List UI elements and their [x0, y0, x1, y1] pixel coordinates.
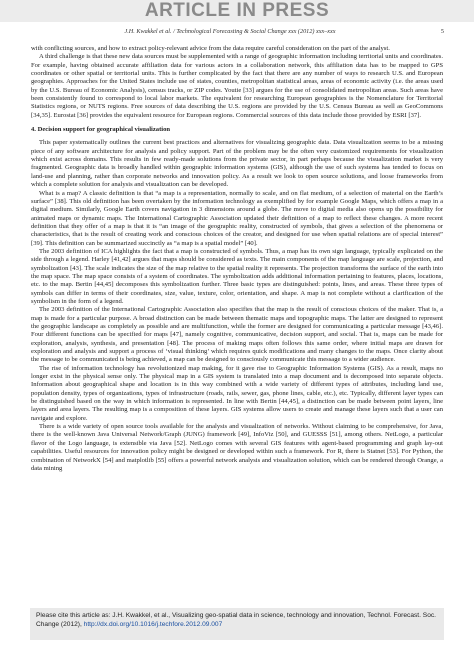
paragraph: with conflicting sources, and how to extract policy-relevant advice from the data require careful consideration on the part of the analyst.	[31, 45, 390, 52]
doi-link[interactable]: http://dx.doi.org/10.1016/j.techfore.2012.09.007	[83, 621, 223, 628]
paragraph: This paper systematically outlines the current best practices and alternatives for visualizing geographic data. Data visualization seems to be a missing piece of any software architecture for analysis and policy support. Part of the problem may be the often very customized requirements for visualization which exist across domains. This results in few ready-made solutions from the private sector, in part perhaps because the visualization market is very fragmented. Geographic data is broadly handled within geographic information systems (GIS), although the use of such systems has tended to focus on land-use and planning, rather than corporate networks and innovation policy. As a result we look to open source solutions, and loose frameworks from which a complete solution for analysis and visualization can be developed.	[31, 139, 443, 189]
paragraph: The 2003 definition of ICA highlights the fact that a map is constructed of symbols. Thus, a map has its own sign language, typically explicated on the side through a legend. Harley [41,42] argues that maps should be considered as texts. The main components of the map language are scale, projection, and symbolization [43]. The scale indicates the size of the map relative to the spatial reality it represents. The projection transforms the surface of the earth into the map space. The map space consists of a system of coordinates. The symbolization adds additional information pertaining to features, places, locations, etc. to the map. Bertin [44,45] decomposes this symbolization further. Three basic types are distinguished: points, lines, and areas. These three types of symbols can differ in terms of their coordinates, size, value, texture, color, orientation, and shape. A map is not complete without a clarification of the symbolism in the form of a legend.	[31, 247, 443, 305]
paragraph: A third challenge is that these new data sources must be supplemented with a range of geographic information including territorial units and coordinates. For example, having obtained accurate affiliation data for various actors in a collaboration network, this affiliation data has to be mapped to GPS coordinates or other spatial or territorial units. This is further complicated by the fact that there are any number of ways to research U.S. and European geographies. Approaches for the United States include use of states, counties, metropolitan statistical areas, areas of economic activity (i.e. the areas used by the U.S. Bureau of Economic Analysis), census tracks, or ZIP codes. Youtie [33] argues for the use of consolidated metropolitan areas. Such areas have been consistently found to correspond to local labor markets. The equivalent for researching European geographies is the Nomenclature for Territorial Statistics regions, or NUTS regions. Free sources of data describing the U.S. regions are provided by the U.S. Census Bureau as well as GeoCommons [34,35]. Eurostat [36] provides the equivalent resource for European regions. Commercial sources of this data include those provided by ESRI [37].	[31, 53, 443, 119]
paragraph: The 2003 definition of the International Cartographic Association also specifies that the map is the result of conscious choices of the maker. That is, a map is made for a particular purpose. A broad distinction can be made between thematic maps and topographic maps. The latter are designed to represent the geographic landscape as completely as possible and are multifunction, while the former are designed for communicating a particular message [43,46]. Four different functions can be specified for maps [47], namely cognitive, communicative, decision support, and social. That is, maps can be made for exploration, analysis, synthesis, and presentation [48]. The process of making maps often follows this same order, where initial maps are drawn for exploration and analysis and support a process of ‘visual thinking’ which requires quick modifications and many changes to the maps. Once clarity about the message to be communicated is being achieved, a map can be designed to consciously communicate this message to a wider audience.	[31, 306, 443, 364]
article-in-press-banner: ARTICLE IN PRESS	[0, 0, 474, 22]
section-heading: 4. Decision support for geographical visualization	[31, 126, 171, 134]
journal-citation-header: J.H. Kwakkel et al. / Technological Forecasting & Social Change xxx (2012) xxx–xxx	[124, 28, 336, 35]
running-head	[30, 27, 444, 37]
page-number: 5	[440, 28, 444, 35]
article-body	[31, 45, 443, 473]
citation-box	[30, 608, 444, 640]
paragraph: There is a wide variety of open source tools available for the analysis and visualization of networks. Without claiming to be comprehensive, for Java, there is the well-known Java Universal Network/Graph (JUNG) framework [49], InfoViz [50], and GUESSS [51], among others. NetLogo, a particular flavor of the Logo language, is extensible via Java [52]. NetLogo comes with several GIS features with agent-based programming and graph lay-out capabilities. Useful resources for innovation policy might be designed or developed within such a framework. For R, there is Statnet [53]. For Python, the combination of NetworkX [54] and matplotlib [55] offers a powerful network analysis and visualization solution, which can be rendered through Orange, a data mining	[31, 423, 443, 472]
paragraph: The rise of information technology has revolutionized map making, for it gave rise to Geographic Information Systems (GIS). As a result, maps no longer exist in the physical sense only. The physical map in a GIS system is translated into a map document and is decomposed into separate objects. Information about geographical shape and location is in this way combined with a wide variety of different types of attributes, including land use, population density, types of organizations, types of infrastructure (roads, rails, sewer, gas, phone lines, cable, etc.), etc. Typically, different layer types can be distinguished based on the way in which information is represented. In line with Bertin [44,45], a distinction can be made between point layers, line layers and area layers. The resulting map is a composition of these layers. GIS systems allow users to create and manage these layers such that a user can navigate and explore.	[31, 364, 443, 422]
citation-text: Please cite this article as: J.H. Kwakkel, et al., Visualizing geo-spatial data in science, technology and innovation, Technol. Forecast. Soc. Change (2012),	[36, 612, 436, 628]
paragraph: What is a map? A classic definition is that “a map is a representation, normally to scale, and on flat medium, of a selection of material on the Earth’s surface” [38]. This old definition has been overtaken by the information technology as exemplified by for example Google Maps, which offers a map in a digital medium. Similarly, Google Earth covers navigation in 3 dimensions around a globe. The move to digital media also opens up the possibility for animated maps or dynamic maps. The International Cartographic Association updated their definition of a map to reflect these changes. A more recent definition that they offer of a map is that it is “an image of the geographic reality, constructed of symbols, that gives a selection of the phenomena or characteristics, that is the result of creating work and conscious choices of the creator, and designed for use when spatial relations are of special interest” [39]. This definition can be summarized succinctly as “a map is a spatial model” [40].	[31, 189, 443, 247]
